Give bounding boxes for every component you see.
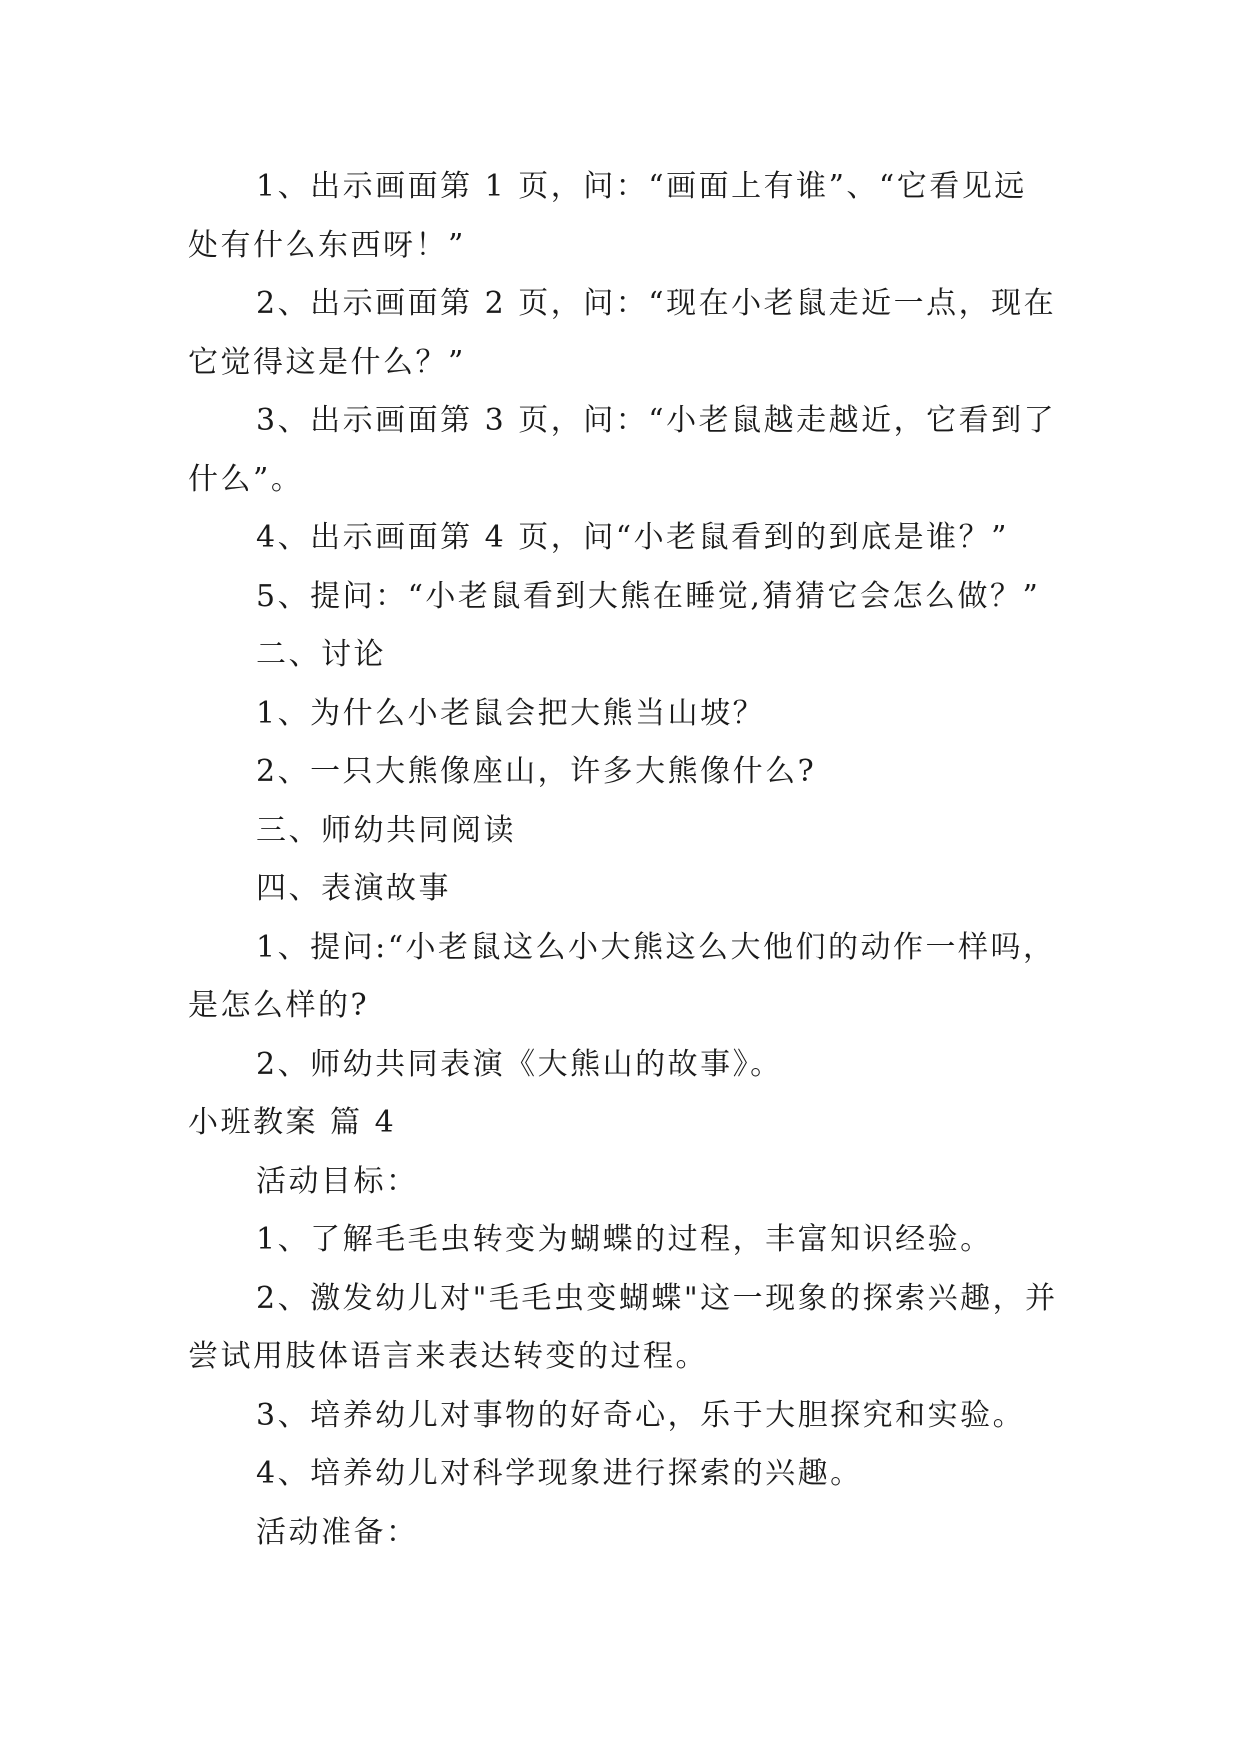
lesson-title: 小班教案 篇 4 [188, 1105, 397, 1140]
paragraph-discussion-1: 1、为什么小老鼠会把大熊当山坡？ [256, 695, 766, 731]
paragraph-step-1: 1、出示画面第 1 页，问：“画面上有谁”、“它看见远处有什么东西呀！” [188, 169, 1027, 263]
paragraph-performance-2: 2、师幼共同表演《大熊山的故事》。 [256, 1046, 783, 1082]
section-heading-performance: 四、表演故事 [256, 871, 451, 906]
paragraph-goal-3: 3、培养幼儿对事物的好奇心，乐于大胆探究和实验。 [256, 1397, 1026, 1433]
paragraph-goal-1: 1、了解毛毛虫转变为蝴蝶的过程，丰富知识经验。 [256, 1222, 993, 1257]
paragraph-step-3: 3、出示画面第 3 页，问：“小老鼠越走越近，它看到了什么”。 [188, 403, 1057, 497]
section-heading-preparation: 活动准备： [256, 1514, 419, 1550]
paragraph-performance-1: 1、提问:“小老鼠这么小大熊这么大他们的动作一样吗，是怎么样的? [188, 929, 1056, 1023]
paragraph-goal-2: 2、激发幼儿对"毛毛虫变蝴蝶"这一现象的探索兴趣，并尝试用肢体语言来表达转变的过程。 [188, 1280, 1058, 1374]
section-heading-discussion: 二、讨论 [256, 637, 386, 672]
section-heading-reading: 三、师幼共同阅读 [256, 812, 516, 848]
document-body [188, 158, 1058, 1562]
paragraph-step-4: 4、出示画面第 4 页，问“小老鼠看到的到底是谁？” [256, 520, 1009, 555]
section-heading-goals: 活动目标： [256, 1163, 419, 1199]
paragraph-step-5: 5、提问：“小老鼠看到大熊在睡觉,猜猜它会怎么做？” [256, 578, 1041, 614]
paragraph-goal-4: 4、培养幼儿对科学现象进行探索的兴趣。 [256, 1456, 863, 1491]
paragraph-discussion-2: 2、一只大熊像座山，许多大熊像什么? [256, 754, 817, 789]
paragraph-step-2: 2、出示画面第 2 页，问：“现在小老鼠走近一点，现在它觉得这是什么？” [188, 286, 1057, 380]
